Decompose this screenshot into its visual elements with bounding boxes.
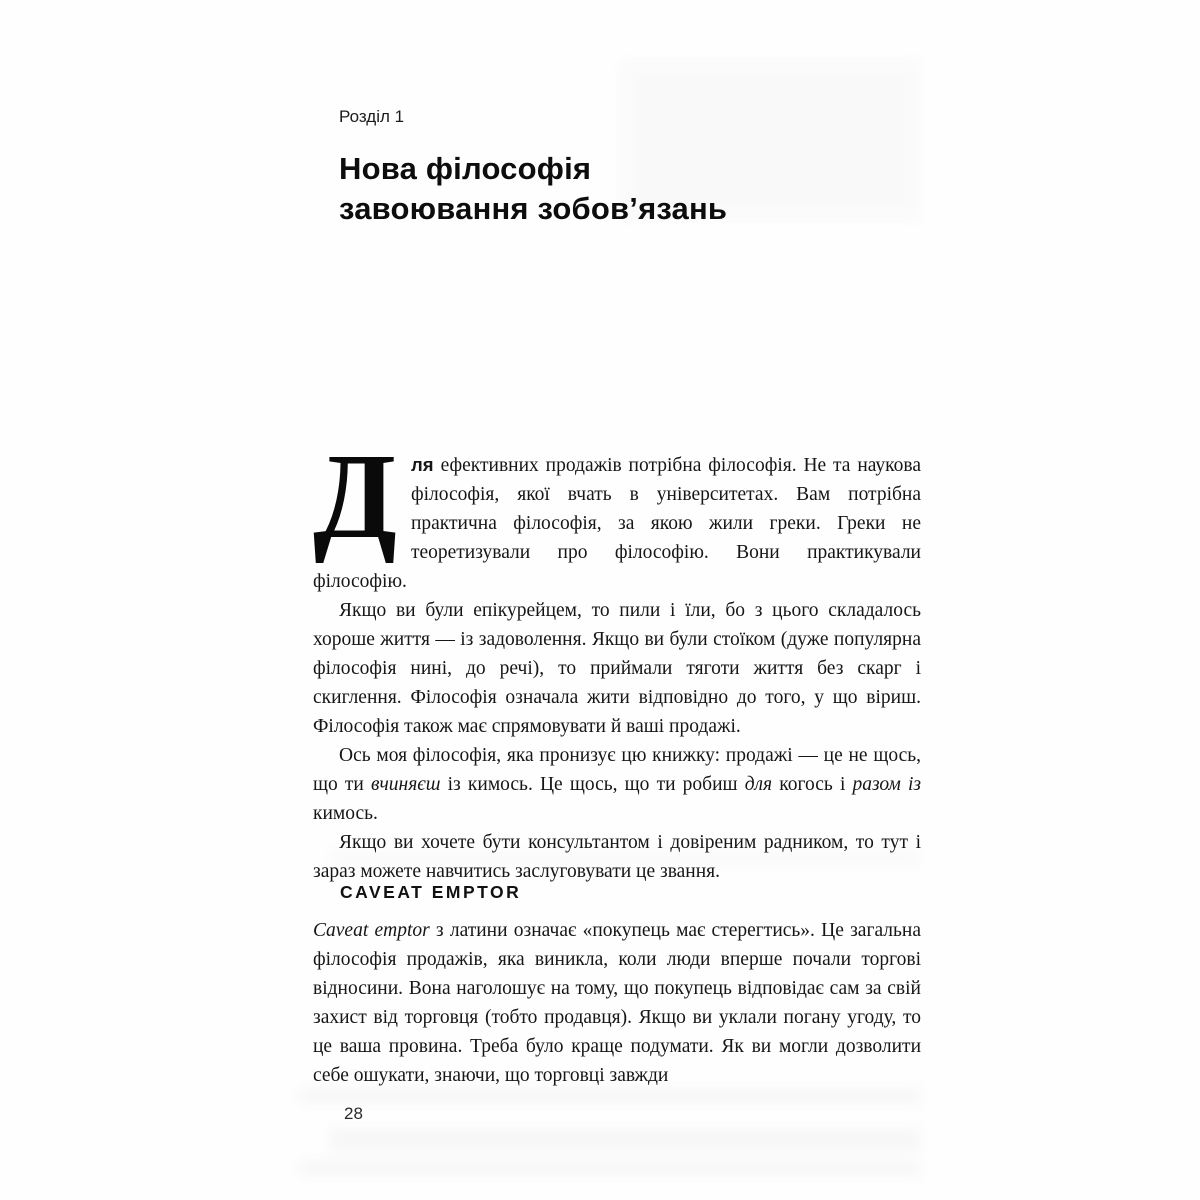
page-bleed-artifact: [330, 1128, 920, 1152]
page-number: 28: [344, 1104, 363, 1123]
text-run: когось і: [772, 774, 853, 795]
chapter-title-line-2: завоювання зобов’язань: [339, 191, 728, 226]
text-run: Ось моя філософія, яка пронизує цю книжку: продажі — це не щось, що ти: [313, 745, 921, 795]
paragraph: [313, 828, 921, 886]
drop-cap: Д: [313, 429, 397, 564]
chapter-title: [339, 149, 727, 229]
text-run: з латини означає «покупець має стерегтись». Це загальна філософія продажів, яка виникла, коли люди вперше почали торгові відносини. Вона наголошує на тому, що покупець відповідає сам за свій захист від торговця (тобто продавця). Якщо ви уклали погану угоду, то це ваша провина. Треба було краще подумати. Як ви могли дозволити себе ошукати, знаючи, що торговці завжди: [313, 920, 921, 1086]
text-run: вчиняєш: [371, 774, 441, 795]
section-body-text: [313, 916, 921, 1090]
text-run: із кимось. Це щось, що ти робиш: [440, 774, 745, 795]
chapter-title-line-1: Нова філософія: [339, 151, 592, 186]
text-run: для: [744, 774, 773, 795]
text-run: ефективних продажів потрібна філософія. Не та наукова філософія, якої вчать в університетах. Вам потрібна практична філософія, за якою жили греки. Греки не теоретизували про філософію. Вони практикували філософію.: [313, 455, 922, 592]
section-heading: CAVEAT EMPTOR: [340, 882, 522, 902]
paragraph: [313, 596, 921, 741]
body-text: [313, 429, 922, 886]
text-run: Caveat emptor: [313, 920, 430, 941]
text-run: разом із: [852, 774, 921, 795]
paragraph: [313, 429, 922, 596]
text-run: ля: [410, 454, 441, 475]
chapter-label: Розділ 1: [339, 107, 405, 126]
text-run: Якщо ви хочете бути консультантом і довіреним радником, то тут і зараз можете навчитись заслуговувати це звання.: [313, 832, 921, 882]
text-run: Якщо ви були епікурейцем, то пили і їли, бо з цього складалось хороше життя — із задоволення. Якщо ви були стоїком (дуже популярна філософія нині, до речі), то приймали тяготи життя без скарг і скиглення. Філософія означала жити відповідно до того, у що віриш. Філософія також має спрямовувати й ваші продажі.: [313, 600, 921, 737]
paragraph: [313, 741, 921, 828]
page-bleed-artifact: [300, 1088, 920, 1104]
page-bleed-artifact: [300, 1160, 920, 1176]
text-run: кимось.: [313, 803, 378, 824]
paragraph: [313, 916, 921, 1090]
